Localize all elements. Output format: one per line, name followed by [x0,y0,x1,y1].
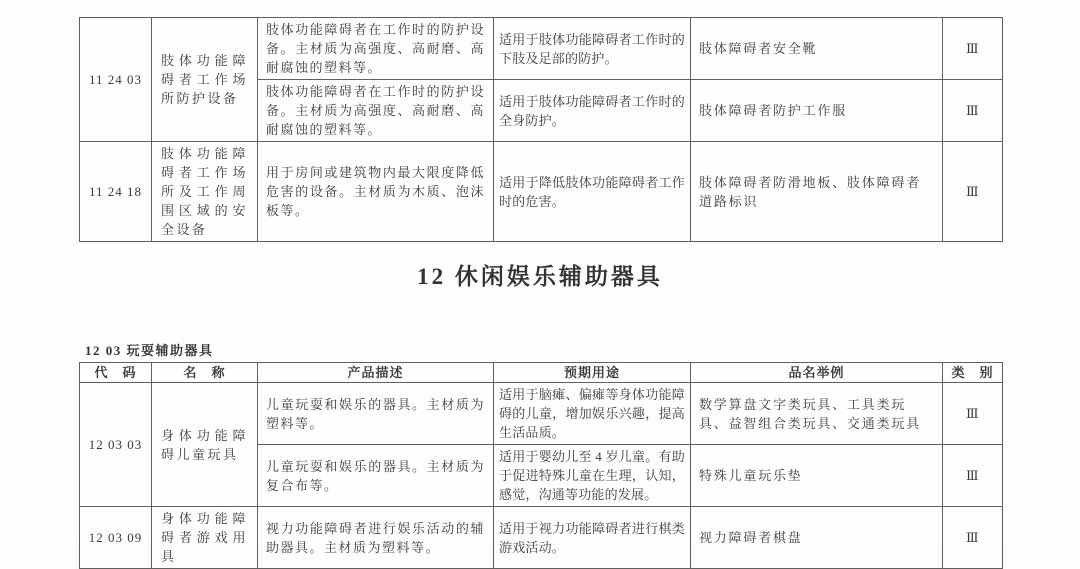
name-cell: 身体功能障碍者游戏用具 [152,507,258,569]
name-cell: 肢体功能障碍者工作场所防护设备 [152,18,258,142]
table-row [80,507,1003,569]
product-description-cell: 儿童玩耍和娱乐的器具。主材质为塑料等。 [258,383,494,445]
intended-use-cell: 适用于肢体功能障碍者工作时的下肢及足部的防护。 [494,18,691,80]
category-cell: Ⅲ [943,80,1003,142]
name-cell: 身体功能障碍儿童玩具 [152,383,258,507]
example-products-cell: 肢体障碍者防滑地板、肢体障碍者道路标识 [691,142,943,242]
category-cell: Ⅲ [943,142,1003,242]
name-cell: 肢体功能障碍者工作场所及工作周围区域的安全设备 [152,142,258,242]
assistive-devices-table-11-24 [79,17,1003,242]
header-example-products: 品名举例 [691,363,943,383]
section-heading: 12 休闲娱乐辅助器具 [417,264,663,289]
product-description-cell: 肢体功能障碍者在工作时的防护设备。主材质为高强度、高耐磨、高耐腐蚀的塑料等。 [258,18,494,80]
intended-use-cell: 适用于降低肢体功能障碍者工作时的危害。 [494,142,691,242]
intended-use-cell: 适用于脑瘫、偏瘫等身体功能障碍的儿童，增加娱乐兴趣，提高生活品质。 [494,383,691,445]
example-products-cell: 视力障碍者棋盘 [691,507,943,569]
header-category: 类 别 [943,363,1003,383]
product-description-cell: 肢体功能障碍者在工作时的防护设备。主材质为高强度、高耐磨、高耐腐蚀的塑料等。 [258,80,494,142]
table-header-row [80,363,1003,383]
header-intended-use: 预期用途 [494,363,691,383]
category-cell: Ⅲ [943,18,1003,80]
table-row [80,383,1003,445]
table-row [80,18,1003,80]
intended-use-cell: 适用于视力功能障碍者进行棋类游戏活动。 [494,507,691,569]
example-products-cell: 肢体障碍者防护工作服 [691,80,943,142]
product-description-cell: 儿童玩耍和娱乐的器具。主材质为复合布等。 [258,445,494,507]
category-cell: Ⅲ [943,445,1003,507]
header-product-description: 产品描述 [258,363,494,383]
category-cell: Ⅲ [943,507,1003,569]
code-cell: 11 24 18 [80,142,152,242]
assistive-devices-table-12-03 [79,362,1003,569]
product-description-cell: 视力功能障碍者进行娱乐活动的辅助器具。主材质为塑料等。 [258,507,494,569]
header-name: 名 称 [152,363,258,383]
example-products-cell: 特殊儿童玩乐垫 [691,445,943,507]
example-products-cell: 肢体障碍者安全靴 [691,18,943,80]
code-cell: 12 03 03 [80,383,152,507]
example-products-cell: 数学算盘文字类玩具、工具类玩具、益智组合类玩具、交通类玩具 [691,383,943,445]
category-cell: Ⅲ [943,383,1003,445]
code-cell: 12 03 09 [80,507,152,569]
intended-use-cell: 适用于肢体功能障碍者工作时的全身防护。 [494,80,691,142]
intended-use-cell: 适用于婴幼儿至 4 岁儿童。有助于促进特殊儿童在生理，认知，感觉，沟通等功能的发展。 [494,445,691,507]
code-cell: 11 24 03 [80,18,152,142]
table-row [80,142,1003,242]
subsection-label: 12 03 玩耍辅助器具 [85,343,214,358]
product-description-cell: 用于房间或建筑物内最大限度降低危害的设备。主材质为木质、泡沫板等。 [258,142,494,242]
header-code: 代 码 [80,363,152,383]
